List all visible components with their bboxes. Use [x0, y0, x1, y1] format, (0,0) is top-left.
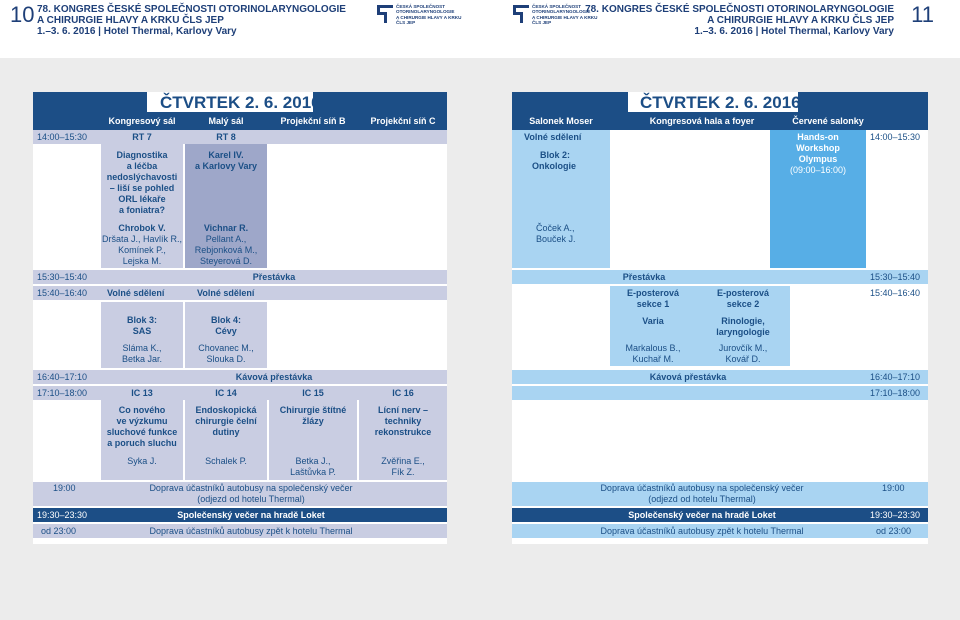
logo-text — [396, 4, 466, 26]
blok3-speaker-2: Betka Jar. — [121, 354, 163, 364]
ic14-topic-1: Endoskopická — [195, 405, 257, 415]
bus1-line1: Doprava účastníků autobusy na společenský večer — [149, 483, 353, 493]
rt8-speaker-1: Pellant A., — [205, 234, 247, 244]
blok4-title-1: Blok 4: — [210, 315, 241, 325]
time-1710: 17:10–18:00 — [37, 388, 88, 398]
time-1530: 15:30–15:40 — [37, 272, 88, 282]
right-time-1900: 19:00 — [882, 483, 905, 493]
rt7-topic-4: – liší se pohled — [109, 183, 175, 193]
col-header-cervene-salonky: Červené salonky — [792, 116, 864, 126]
col-header-salonek-moser: Salonek Moser — [529, 116, 593, 126]
ep1-title-1: E-posterová — [626, 288, 679, 298]
rt7-topic-6: a foniatra? — [118, 205, 165, 215]
rt7-topic-3: nedoslýchavosti — [106, 172, 178, 182]
logo-line: OTORINOLARYNGOLOGIE — [396, 9, 455, 15]
coffee-label: Kávová přestávka — [235, 372, 313, 382]
logo-line: A CHIRURGIE HLAVY A KRKU — [396, 14, 462, 20]
ic14-label: IC 14 — [215, 388, 237, 398]
right-bus2-label: Doprava účastníků autobusy zpět k hotelu Thermal — [600, 526, 804, 536]
ic16-label: IC 16 — [392, 388, 414, 398]
congress-line2: A CHIRURGIE HLAVY A KRKU ČLS JEP — [37, 15, 224, 26]
vs1-label: Volné sdělení — [107, 288, 165, 298]
right-bus1-line1: Doprava účastníků autobusy na společenský večer — [600, 483, 804, 493]
right-time-1540: 15:40–16:40 — [870, 288, 921, 298]
rt7-label: RT 7 — [132, 132, 152, 142]
col-header-projekcni-sin-c: Projekční síň C — [370, 116, 436, 126]
col-header-maly-sal: Malý sál — [208, 116, 244, 126]
venue: | Hotel Thermal, Karlovy Vary — [98, 26, 237, 37]
evening-label: Společenský večer na hradě Loket — [177, 510, 325, 520]
dates: 1.–3. 6. 2016 — [37, 26, 96, 37]
ep2-title-1: E-posterová — [716, 288, 769, 298]
blok2-title-1: Blok 2: — [540, 150, 571, 160]
ep2-speaker-2: Kovář D. — [725, 354, 761, 364]
rt7-topic-1: Diagnostika — [116, 150, 168, 160]
ic13-label: IC 13 — [131, 388, 153, 398]
blok4-title-2: Cévy — [215, 326, 237, 336]
blok3-title-1: Blok 3: — [126, 315, 157, 325]
ic13-speaker: Syka J. — [127, 456, 157, 466]
ic15-speaker-1: Betka J., — [295, 456, 331, 466]
logo-line: ČLS JEP — [532, 20, 552, 26]
congress-line2: A CHIRURGIE HLAVY A KRKU ČLS JEP — [707, 15, 894, 26]
ic14-topic-3: dutiny — [212, 427, 240, 437]
rt7-chair: Chrobok V. — [118, 223, 166, 233]
time-1930: 19:30–23:30 — [37, 510, 88, 520]
bus2-label: Doprava účastníků autobusy zpět k hotelu Thermal — [149, 526, 353, 536]
congress-line1: 78. KONGRES ČESKÉ SPOLEČNOSTI OTORINOLARYNGOLOGIE — [37, 4, 346, 15]
ic13-topic-2: ve výzkumu — [116, 416, 168, 426]
break-label: Přestávka — [252, 272, 296, 282]
rt7-topic-5: ORL lékaře — [118, 194, 166, 204]
ic16-topic-2: techniky — [384, 416, 422, 426]
ep2-speaker-1: Jurovčík M., — [718, 343, 768, 353]
right-day-text: ČTVRTEK 2. 6. 2016 — [640, 93, 801, 112]
right-break-label: Přestávka — [622, 272, 666, 282]
time-2300: od 23:00 — [41, 526, 77, 536]
blok3-title-2: SAS — [132, 326, 152, 336]
ic16-topic-1: Lícní nerv – — [377, 405, 429, 415]
rt7-topic-2: a léčba — [126, 161, 158, 171]
congress-dates — [37, 26, 346, 37]
rt8-topic-1: Karel IV. — [208, 150, 244, 160]
ic16-speaker-1: Zvěřina E., — [381, 456, 425, 466]
logo-line: OTORINOLARYNGOLOGIE — [532, 9, 591, 15]
right-time-1930: 19:30–23:30 — [870, 510, 921, 520]
rt8-label: RT 8 — [216, 132, 236, 142]
bus1-line2: (odjezd od hotelu Thermal) — [197, 494, 305, 504]
ic16-topic-3: rekonstrukce — [374, 427, 432, 437]
rt8-topic-2: a Karlovy Vary — [194, 161, 258, 171]
society-logo-icon — [513, 5, 529, 23]
time-1640: 16:40–17:10 — [37, 372, 88, 382]
rt8-speaker-3: Steyerová D. — [199, 256, 253, 266]
logo-line: ČESKÁ SPOLEČNOST — [396, 4, 446, 9]
left-page-number: 10 — [10, 2, 35, 27]
congress-line1: 78. KONGRES ČESKÉ SPOLEČNOSTI OTORINOLARYNGOLOGIE — [585, 4, 894, 15]
rt8-speaker-2: Rebjonková M., — [194, 245, 258, 255]
blok4-speaker-2: Slouka D. — [206, 354, 246, 364]
logo-line: ČLS JEP — [396, 20, 416, 26]
right-ic-band — [512, 386, 928, 400]
dates: 1.–3. 6. 2016 — [694, 26, 753, 37]
ic15-topic-2: žlázy — [302, 416, 324, 426]
vs-label: Volné sdělení — [524, 132, 582, 142]
page-header — [0, 0, 960, 58]
hands-on-2: Workshop — [796, 143, 840, 153]
society-logo-icon — [377, 5, 393, 23]
time-1540: 15:40–16:40 — [37, 288, 88, 298]
ic13-topic-1: Co nového — [118, 405, 166, 415]
right-bus1-line2: (odjezd od hotelu Thermal) — [648, 494, 756, 504]
right-schedule — [512, 92, 928, 544]
ep1-topic: Varia — [642, 316, 664, 326]
right-page-number: 11 — [911, 2, 934, 27]
ic14-speaker: Schalek P. — [205, 456, 247, 466]
right-coffee-label: Kávová přestávka — [649, 372, 727, 382]
ep2-title-2: sekce 2 — [726, 299, 760, 309]
ep1-title-2: sekce 1 — [636, 299, 670, 309]
time-1400: 14:00–15:30 — [37, 132, 88, 142]
rt7-speaker-3: Lejska M. — [122, 256, 162, 266]
ep1-speaker-1: Markalous B., — [625, 343, 681, 353]
left-congress-title — [37, 4, 346, 37]
time-1900: 19:00 — [53, 483, 76, 493]
blok3-speaker-1: Sláma K., — [122, 343, 162, 353]
col-header-projekcni-sin-b: Projekční síň B — [280, 116, 346, 126]
right-time-1530: 15:30–15:40 — [870, 272, 921, 282]
left-schedule — [33, 92, 447, 544]
ic15-speaker-2: Laštůvka P. — [290, 467, 336, 477]
right-congress-title — [585, 4, 894, 37]
vs2-label: Volné sdělení — [197, 288, 255, 298]
ic15-topic-1: Chirurgie štítné — [279, 405, 347, 415]
rt7-speaker-2: Komínek P., — [118, 245, 166, 255]
right-time-2300: od 23:00 — [876, 526, 912, 536]
ic14-topic-2: chirurgie čelní — [195, 416, 257, 426]
left-day-text: ČTVRTEK 2. 6. 2016 — [160, 93, 321, 112]
venue: | Hotel Thermal, Karlovy Vary — [755, 26, 894, 37]
ep1-speaker-2: Kuchař M. — [632, 354, 674, 364]
right-time-1400: 14:00–15:30 — [870, 132, 921, 142]
congress-dates — [585, 26, 894, 37]
rt8-chair: Vichnar R. — [203, 223, 249, 233]
right-time-1710: 17:10–18:00 — [870, 388, 921, 398]
ep2-topic-1: Rinologie, — [721, 316, 765, 326]
col-header-kongresovy-sal: Kongresový sál — [108, 116, 176, 126]
ep2-topic-2: laryngologie — [716, 327, 770, 337]
right-time-1640: 16:40–17:10 — [870, 372, 921, 382]
logo-line: ČESKÁ SPOLEČNOST — [532, 4, 582, 9]
right-evening-label: Společenský večer na hradě Loket — [628, 510, 776, 520]
col-header-kongresova-hala: Kongresová hala a foyer — [649, 116, 755, 126]
hands-on-4: (09:00–16:00) — [789, 165, 847, 175]
blok2-speaker-2: Bouček J. — [536, 234, 576, 244]
logo-line: A CHIRURGIE HLAVY A KRKU — [532, 14, 598, 20]
ic15-label: IC 15 — [302, 388, 324, 398]
ic16-speaker-2: Fík Z. — [391, 467, 415, 477]
blok2-speaker-1: Čoček A., — [536, 223, 575, 233]
blok4-speaker-1: Chovanec M., — [198, 343, 254, 353]
blok2-title-2: Onkologie — [532, 161, 577, 171]
hands-on-1: Hands-on — [797, 132, 839, 142]
ic13-topic-4: a poruch sluchu — [107, 438, 177, 448]
rt7-speaker-1: Dršata J., Havlík R., — [101, 234, 182, 244]
ic13-topic-3: sluchové funkce — [106, 427, 178, 437]
hands-on-3: Olympus — [798, 154, 838, 164]
